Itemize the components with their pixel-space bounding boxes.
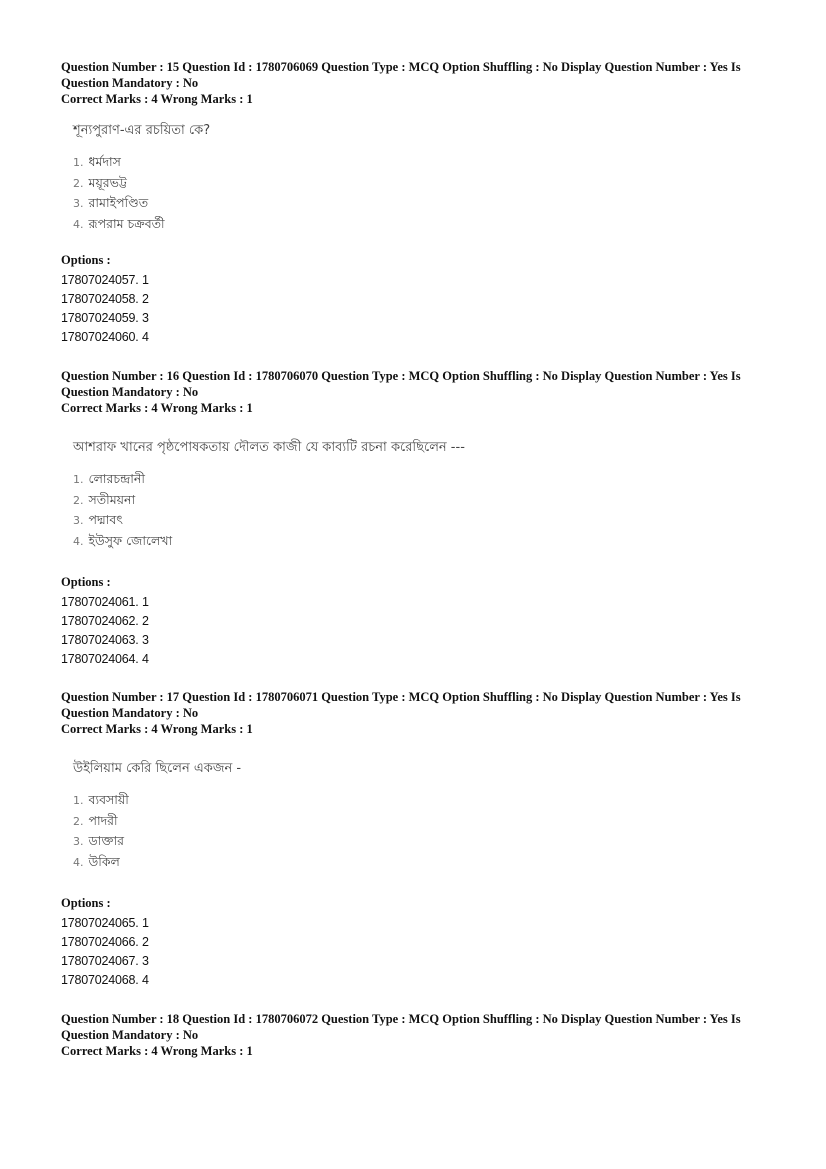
choice-text: রূপরাম চক্রবর্তী	[88, 215, 165, 231]
choice-item: 2. ময়ূরভট্ট	[73, 174, 127, 190]
choice-item: 2. সতীময়না	[73, 491, 136, 507]
option-number: 4	[142, 973, 149, 987]
choice-text: উকিল	[88, 853, 120, 869]
question-image	[73, 122, 761, 234]
choice-text: লোরচন্দ্রানী	[88, 471, 145, 486]
option-number: 1	[142, 916, 149, 930]
choice-item: 3. রামাইপণ্ডিত	[73, 195, 149, 210]
option-row	[61, 933, 761, 952]
option-row	[61, 631, 761, 650]
options-block-15	[61, 252, 761, 347]
question-text: আশরাফ খানের পৃষ্ঠপোষকতায় দৌলত কাজী যে কাব্যটি রচনা করেছিলেন ---	[73, 440, 465, 455]
choice-text: পদ্মাবৎ	[88, 512, 123, 527]
choice-text: রামাইপণ্ডিত	[88, 195, 149, 210]
option-id: 17807024065.	[61, 916, 139, 930]
option-id: 17807024060.	[61, 330, 139, 344]
option-number: 3	[142, 311, 149, 325]
choice-item: 1. ব্যবসায়ী	[73, 792, 129, 807]
question-meta: Question Number : 18 Question Id : 1780706072 Question Type : MCQ Option Shuffling : No Display Question Number : Yes Is Question Mandatory : No	[61, 1012, 741, 1042]
choice-text: সতীময়না	[88, 491, 136, 507]
question-image	[73, 439, 761, 551]
option-number: 3	[142, 633, 149, 647]
choice-item: 1. ধর্মদাস	[73, 154, 121, 169]
option-id: 17807024057.	[61, 273, 139, 287]
question-block-18	[61, 1011, 761, 1060]
choice-text: পাদরী	[88, 812, 118, 828]
choice-item: 3. ডাক্তার	[73, 833, 124, 848]
option-id: 17807024068.	[61, 973, 139, 987]
options-label: Options :	[61, 896, 111, 910]
question-marks: Correct Marks : 4 Wrong Marks : 1	[61, 401, 253, 415]
option-row	[61, 650, 761, 669]
choice-text: ব্যবসায়ী	[88, 792, 129, 807]
question-text: শূন্যপুরাণ-এর রচয়িতা কে?	[73, 123, 211, 138]
question-marks: Correct Marks : 4 Wrong Marks : 1	[61, 92, 253, 106]
option-number: 4	[142, 652, 149, 666]
choice-list	[73, 469, 761, 551]
choice-item: 4. উকিল	[73, 853, 120, 869]
option-row	[61, 914, 761, 933]
choice-text: ডাক্তার	[88, 833, 124, 848]
question-meta: Question Number : 15 Question Id : 1780706069 Question Type : MCQ Option Shuffling : No Display Question Number : Yes Is Question Mandatory : No	[61, 60, 741, 90]
option-id: 17807024061.	[61, 595, 139, 609]
choice-item: 3. পদ্মাবৎ	[73, 512, 123, 527]
option-row	[61, 952, 761, 971]
option-id: 17807024058.	[61, 292, 139, 306]
option-number: 1	[142, 595, 149, 609]
option-row	[61, 290, 761, 309]
option-row	[61, 971, 761, 990]
question-marks: Correct Marks : 4 Wrong Marks : 1	[61, 1044, 253, 1058]
question-block-17	[61, 689, 761, 872]
choice-list	[73, 152, 761, 234]
question-meta: Question Number : 17 Question Id : 1780706071 Question Type : MCQ Option Shuffling : No Display Question Number : Yes Is Question Mandatory : No	[61, 690, 741, 720]
option-number: 2	[142, 935, 149, 949]
choice-item: 4. রূপরাম চক্রবর্তী	[73, 215, 165, 231]
option-number: 1	[142, 273, 149, 287]
option-number: 2	[142, 292, 149, 306]
choice-list	[73, 790, 761, 872]
question-image	[73, 760, 761, 872]
options-label: Options :	[61, 575, 111, 589]
choice-text: ইউসুফ জোলেখা	[88, 532, 173, 548]
choice-item: 2. পাদরী	[73, 812, 118, 828]
choice-text: ধর্মদাস	[88, 154, 121, 169]
option-id: 17807024066.	[61, 935, 139, 949]
choice-text: ময়ূরভট্ট	[88, 174, 127, 190]
option-id: 17807024062.	[61, 614, 139, 628]
question-block-15	[61, 59, 761, 234]
question-meta: Question Number : 16 Question Id : 1780706070 Question Type : MCQ Option Shuffling : No Display Question Number : Yes Is Question Mandatory : No	[61, 369, 741, 399]
option-id: 17807024063.	[61, 633, 139, 647]
option-id: 17807024064.	[61, 652, 139, 666]
question-block-16	[61, 368, 761, 551]
option-number: 4	[142, 330, 149, 344]
choice-item: 1. লোরচন্দ্রানী	[73, 471, 145, 486]
choice-item: 4. ইউসুফ জোলেখা	[73, 532, 173, 548]
option-row	[61, 612, 761, 631]
options-block-17	[61, 895, 761, 990]
option-row	[61, 328, 761, 347]
option-row	[61, 593, 761, 612]
option-row	[61, 309, 761, 328]
option-row	[61, 271, 761, 290]
options-label: Options :	[61, 253, 111, 267]
question-marks: Correct Marks : 4 Wrong Marks : 1	[61, 722, 253, 736]
option-number: 3	[142, 954, 149, 968]
option-id: 17807024059.	[61, 311, 139, 325]
option-id: 17807024067.	[61, 954, 139, 968]
question-text: উইলিয়াম কেরি ছিলেন একজন -	[73, 761, 242, 776]
option-number: 2	[142, 614, 149, 628]
options-block-16	[61, 574, 761, 669]
